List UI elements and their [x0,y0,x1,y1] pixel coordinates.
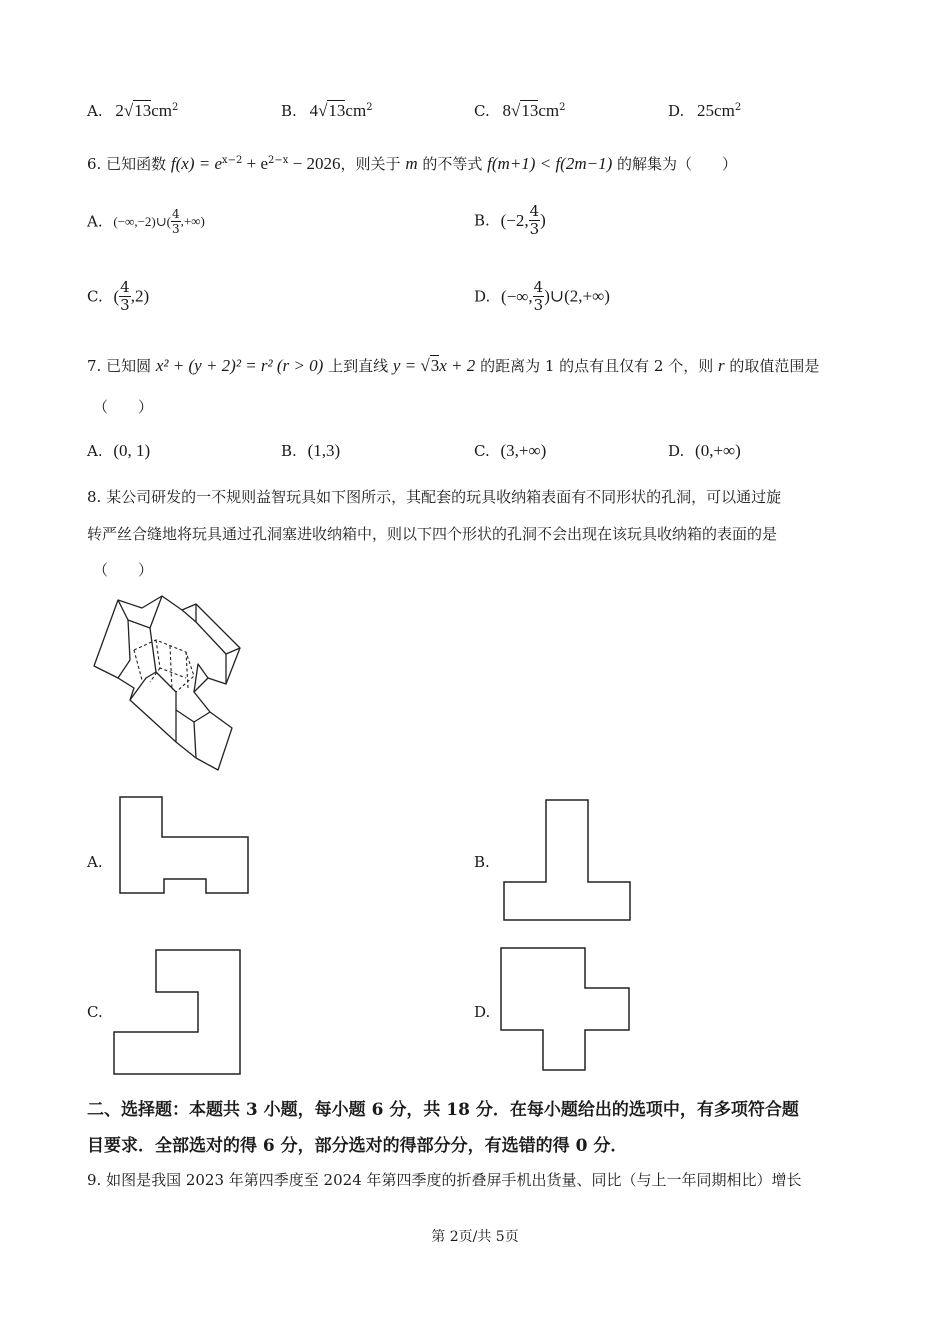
q5-d-val: 25cm [697,101,735,120]
q5-c-coef: 8 [502,101,511,120]
q5-b-coef: 4 [309,101,319,120]
q6-option-d [474,279,610,314]
option-label: A. [87,212,103,231]
q6-a-text: (−∞,−2)∪( [113,213,171,229]
q6-c-frac [119,279,131,314]
q5-option-c: C. $8√13cm^2$ [474,101,566,120]
q8-shape-b [502,798,632,922]
q8-option-b-label: B. [474,853,490,871]
section2-heading-line1: 二、选择题：本题共 3 小题，每小题 6 分，共 18 分．在每小题给出的选项中，有多项符合题 [87,1100,799,1120]
q7-d-val: (0,+∞) [695,441,741,460]
q7-a-val: (0, 1) [113,441,151,460]
q6-c-text: ( [113,286,120,306]
q7-tail2: 的取值范围是 [729,357,820,375]
q8-line2: 转严丝合缝地将玩具通过孔洞塞进收纳箱中，则以下四个形状的孔洞不会出现在该玩具收纳箱的表面的是 [87,525,778,543]
frac-den: 3 [120,296,130,314]
option-label: C. [474,102,490,120]
option-label: C. [87,287,103,306]
q7-circle-eq: x² + (y + 2)² = r² (r > 0) [155,356,324,375]
q6-option-a [87,207,205,236]
q8-line1: 8. 某公司研发的一不规则益智玩具如下图所示，其配套的玩具收纳箱表面有不同形状的孔洞，可以通过旋 [87,488,782,506]
q5-c-exp: 2 [559,102,566,113]
q7-c-val: (3,+∞) [500,441,547,460]
q5-b-rad: 13 [328,101,346,120]
option-label: B. [281,102,297,120]
q6-option-b [474,203,546,238]
q7-option-b [281,441,340,461]
q6-mid2: 的不等式 [422,155,483,173]
frac-den: 3 [533,296,544,314]
frac-num: 4 [120,278,130,296]
frac-num: 4 [529,202,540,220]
q6-stem [87,153,737,174]
question-number: 6. [87,155,102,173]
option-label: C. [474,442,490,460]
frac-den: 3 [171,222,180,236]
q6-exp2: 2−x [268,155,289,166]
q6-exp1: x−2 [222,155,243,166]
q8-shape-a [118,795,250,895]
option-label: D. [668,102,685,120]
question-number: 7. [87,357,102,375]
q6-lead: 已知函数 [106,155,167,173]
q6-inequality: f(m+1) < f(2m−1) [487,154,613,173]
q6-b-text: (−2, [500,210,529,230]
q7-line-b: x + 2 [439,356,476,375]
q6-b-frac [529,203,541,238]
q7-var-r: r [718,356,725,375]
q7-option-d [668,441,741,461]
option-label: B. [474,211,490,230]
q5-a-coef: 2 [115,101,124,120]
q5-c-rad: 13 [521,101,539,120]
q7-b-val: (1,3) [307,441,341,460]
q6-end: 的解集为（ ） [617,155,738,173]
q6-mid: ，则关于 [340,155,401,173]
q8-option-a-label: A. [87,853,103,871]
q5-d-exp: 2 [734,102,742,113]
section2-heading-line2: 目要求．全部选对的得 6 分，部分选对的得部分分，有选错的得 0 分． [87,1136,628,1156]
q6-d-frac [533,279,545,314]
q6-b-tail: ) [540,210,546,230]
q5-option-b: B. $4√13cm^2$ [281,101,373,120]
q7-mid: 上到直线 [328,357,389,375]
q7-lead: 已知圆 [106,357,152,375]
q6-option-c [87,279,149,314]
page-footer: 第 2页/共 5页 [431,1229,519,1245]
q7-paren: （ ） [93,398,154,416]
q7-tail: 的距离为 1 的点有且仅有 2 个，则 [480,357,714,375]
q8-shape-c [112,948,242,1076]
q5-a-unit: cm [151,101,173,120]
frac-den: 3 [529,220,540,238]
q6-plus: + e [242,154,269,173]
frac-num: 4 [533,278,544,296]
q6-func: f(x) = e [170,154,222,173]
q5-c-unit: cm [538,101,560,120]
q9-line1: 9. 如图是我国 2023 年第四季度至 2024 年第四季度的折叠屏手机出货量、同比（与上一年同期相比）增长 [87,1171,802,1189]
option-label: A. [87,442,103,460]
q7-option-a [87,441,150,461]
q7-stem: 7. 已知圆 x² + (y + 2)² = r² (r > 0) 上到直线 y = √3x + 2 的距离为 1 的点有且仅有 2 个，则 r 的取值范围是 [87,356,820,375]
q5-b-unit: cm [345,101,367,120]
q7-line-a: y = [392,356,421,375]
q5-a-rad: 13 [134,101,152,120]
q5-a-exp: 2 [172,102,179,113]
q8-puzzle-figure [90,592,250,774]
q6-d-text: (−∞, [501,286,533,306]
option-label: D. [668,442,685,460]
q6-a-frac [171,207,181,236]
q6-tail: − 2026 [288,154,341,173]
option-label: D. [474,287,491,306]
frac-num: 4 [171,207,180,221]
q6-d-tail: )∪(2,+∞) [544,286,610,306]
q5-option-a: A. $2√13cm^2$ [87,101,179,120]
q6-c-tail: ,2) [130,286,150,306]
q8-option-c-label: C. [87,1003,103,1021]
option-label: A. [87,102,103,120]
q8-paren: （ ） [93,561,154,579]
q7-line-rad: 3 [430,356,440,375]
option-label: B. [281,442,297,460]
q6-a-tail: ,+∞) [180,213,205,229]
q5-b-exp: 2 [366,102,373,113]
q7-option-c [474,441,546,461]
q8-option-d-label: D. [474,1003,491,1021]
q8-shape-d [499,946,631,1072]
q6-var-m: m [405,154,418,173]
q5-option-d [668,101,741,121]
